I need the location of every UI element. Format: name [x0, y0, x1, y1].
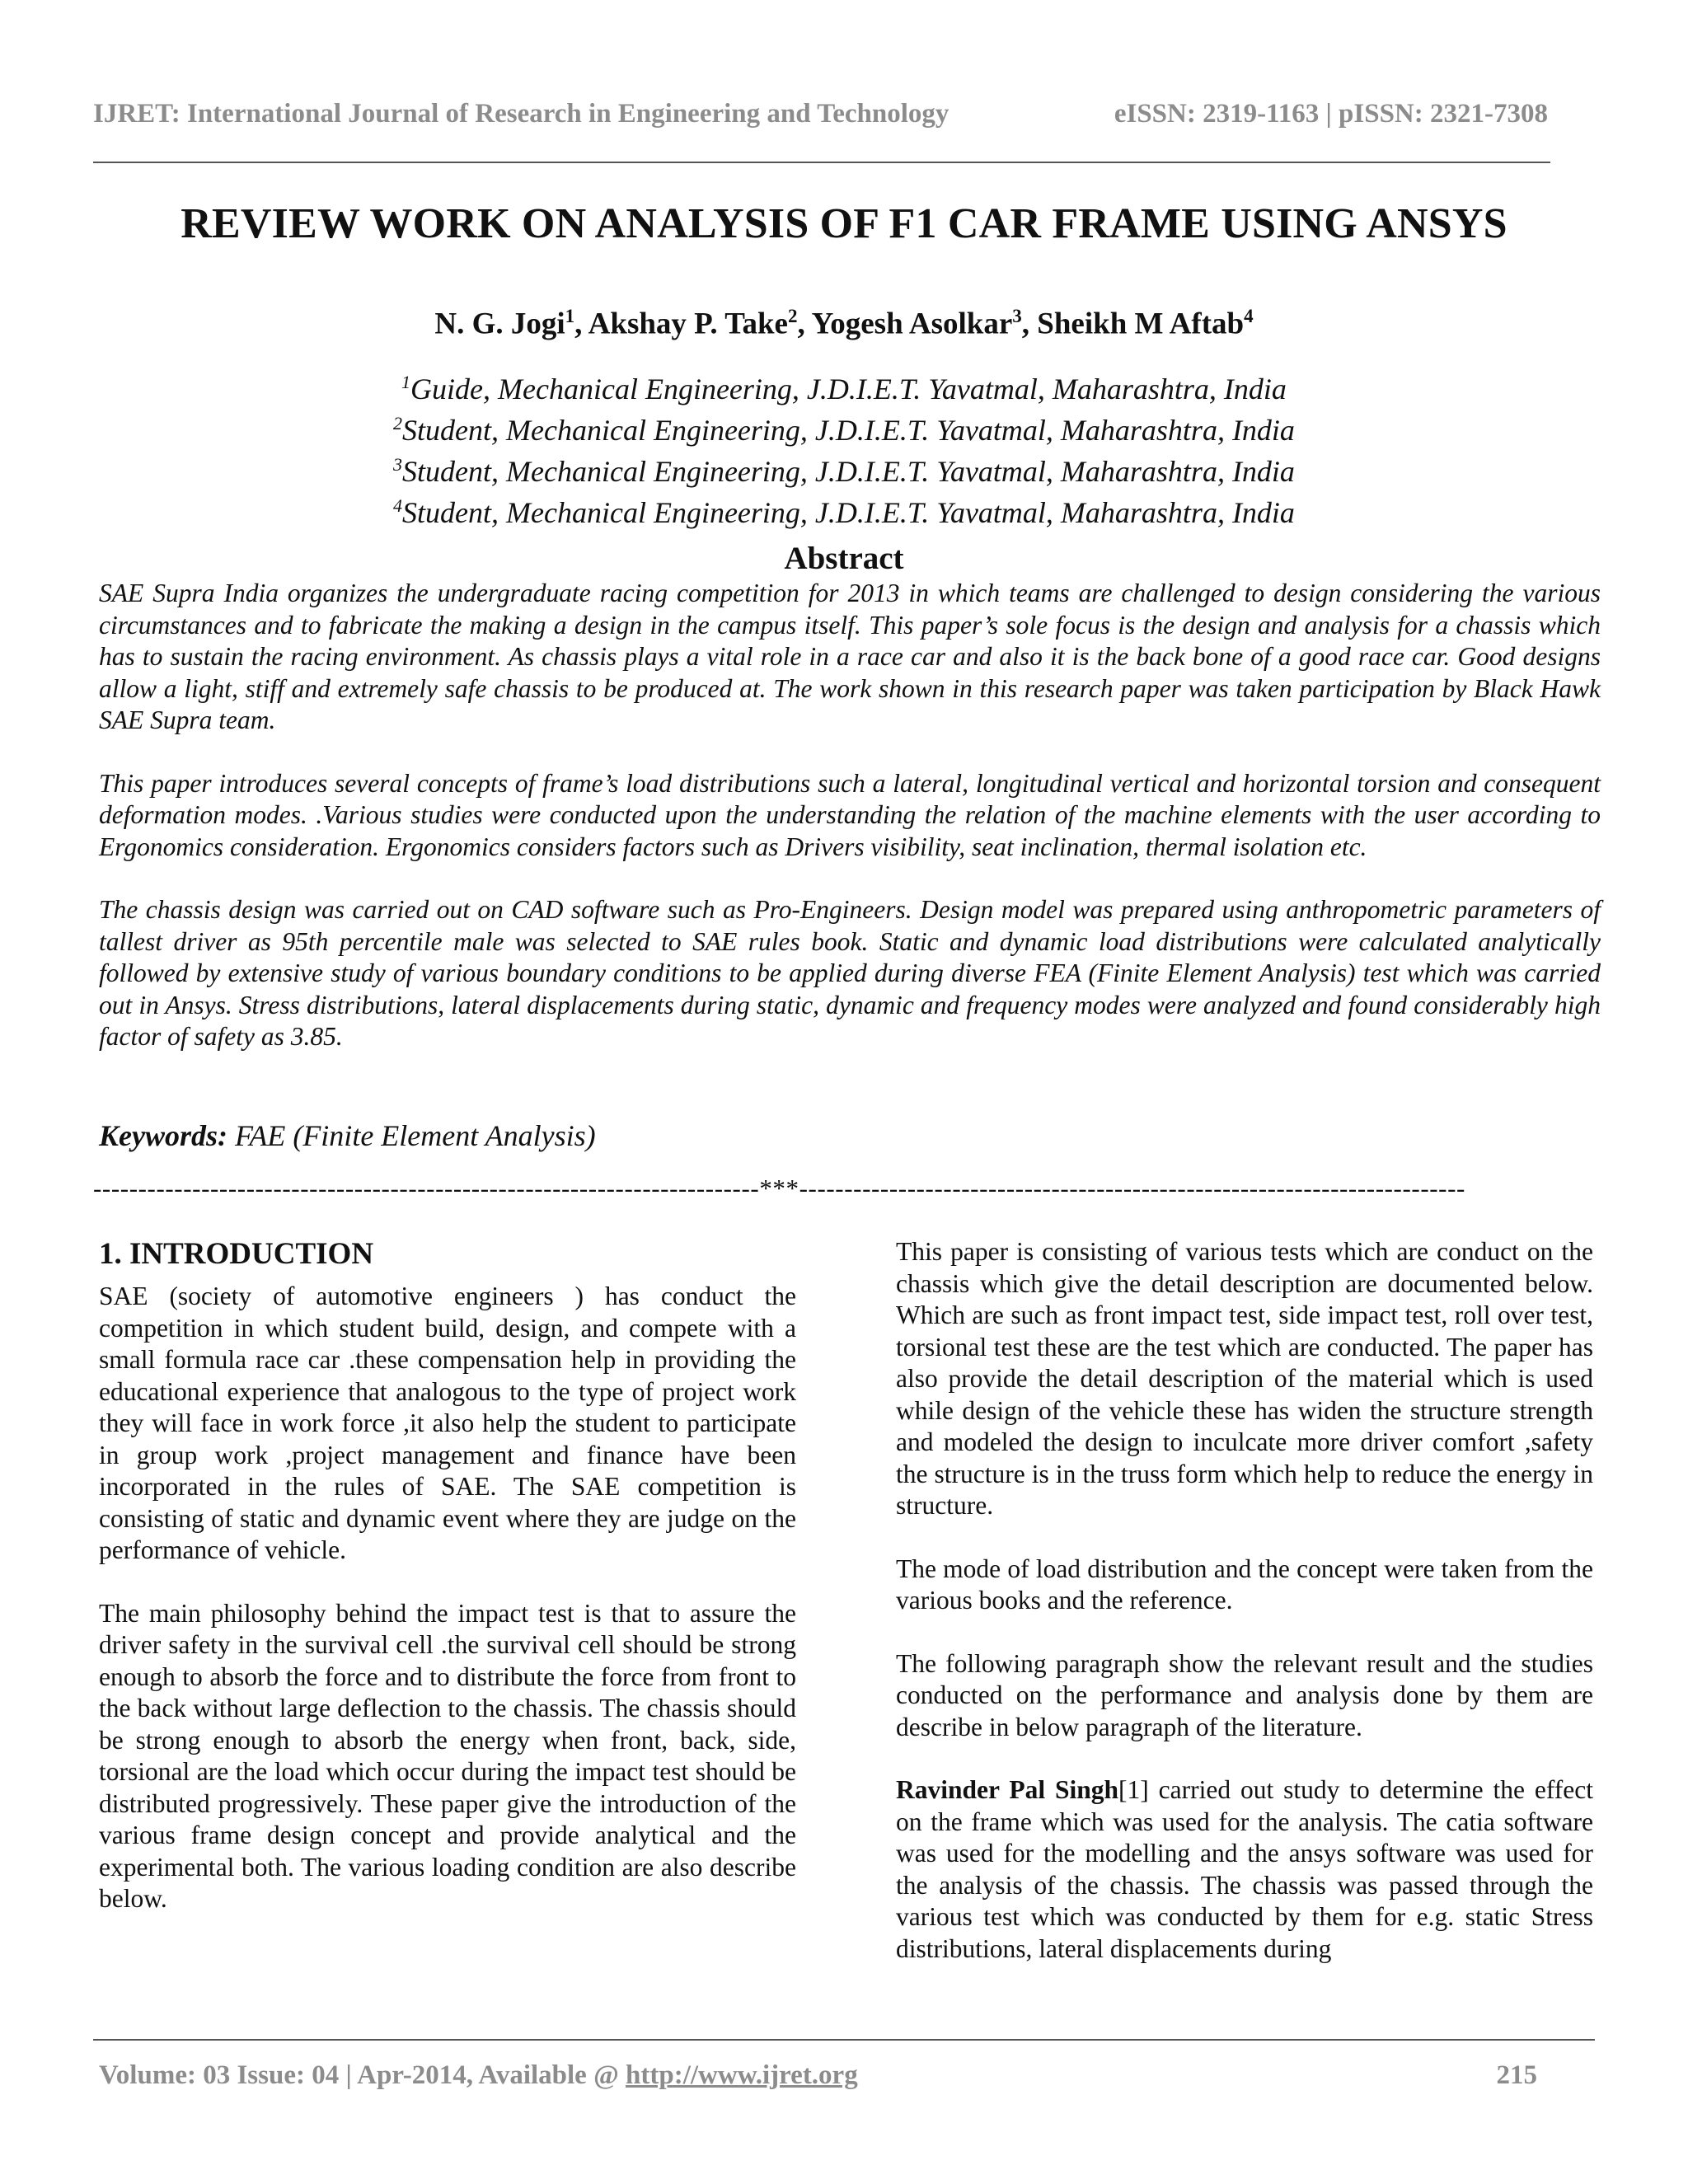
affiliation-mark: 4 [393, 495, 403, 516]
abstract-paragraph: This paper introduces several concepts of frame’s load distributions such a lateral, longitudinal vertical and horizontal torsion and consequent deformation modes. .Various studies were conducted upon the understanding the relation of the machine elements with the user according to Ergonomics consideration. Ergonomics considers factors such as Drivers visibility, seat inclination, thermal isolation etc. [99, 768, 1601, 861]
literature-text: carried out study to determine the effect on the frame which was used for the analysis. The catia software was used for the modelling and the ansys software was used for the analysis of the chassis. The chassis was passed through the various test which was conducted by them for e.g. static Stress distributions, lateral displacements during [896, 1775, 1594, 1963]
journal-url-link[interactable]: http://www.ijret.org [626, 2060, 858, 2090]
affiliation-text: Student, Mechanical Engineering, J.D.I.E.T. Yavatmal, Maharashtra, India [402, 455, 1295, 488]
affiliation-list [0, 365, 1688, 530]
keywords-label: Keywords: [99, 1119, 227, 1152]
running-header [93, 99, 1548, 135]
author-separator: , [1021, 307, 1038, 341]
header-rule [93, 162, 1550, 163]
right-column [896, 1236, 1593, 1996]
affiliation-mark: 3 [393, 454, 403, 475]
affiliation [0, 489, 1688, 530]
author-separator: , [574, 307, 588, 341]
body-paragraph: SAE (society of automotive engineers ) has conduct the competition in which student build, design, and compete with a small formula race car .these compensation help in providing the educational experience that analogous to the type of project work they will face in work force ,it also help the student to participate in group work ,project management and finance have been incorporated in the rules of SAE. The SAE competition is consisting of static and dynamic event where they are judge on the performance of vehicle. [99, 1282, 796, 1564]
affiliation-text: Guide, Mechanical Engineering, J.D.I.E.T. Yavatmal, Maharashtra, India [410, 373, 1287, 405]
running-footer [99, 2060, 1537, 2097]
issn-numbers: eISSN: 2319-1163 | pISSN: 2321-7308 [1114, 99, 1548, 129]
section-heading-introduction: 1. INTRODUCTION [99, 1237, 374, 1271]
keywords-text: FAE (Finite Element Analysis) [227, 1119, 596, 1152]
affiliation-text: Student, Mechanical Engineering, J.D.I.E.T. Yavatmal, Maharashtra, India [402, 496, 1295, 529]
author-name: N. G. Jogi [434, 307, 565, 341]
abstract-paragraph: SAE Supra India organizes the undergraduate racing competition for 2013 in which teams are challenged to design considering the various circumstances and to fabricate the making a design in the campus itself. This paper’s sole focus is the design and analysis for a chassis which has to sustain the racing environment. As chassis plays a vital role in a race car and also it is the back bone of a good race car. Good designs allow a light, stiff and extremely safe chassis to be produced at. The work shown in this research paper was taken participation by Black Hawk SAE Supra team. [99, 579, 1601, 734]
keywords-line [99, 1118, 1601, 1153]
body-paragraph: The main philosophy behind the impact test is that to assure the driver safety in the survival cell .the survival cell should be strong enough to absorb the force and to distribute the force from front to the back without large deflection to the chassis. The chassis should be strong enough to absorb the energy when front, back, side, torsional are the load which occur during the impact test should be distributed progressively. These paper give the introduction of the various frame design concept and provide analytical and the experimental both. The various loading condition are also describe below. [99, 1598, 796, 1913]
footer-rule [93, 2039, 1595, 2041]
paper-title: REVIEW WORK ON ANALYSIS OF F1 CAR FRAME USING ANSYS [181, 200, 1507, 247]
author-name: Sheikh M Aftab [1037, 307, 1245, 341]
page-number: 215 [1496, 2060, 1537, 2090]
citation-marker: [1] [1118, 1775, 1149, 1804]
author-affil-mark: 4 [1244, 306, 1254, 326]
abstract-heading: Abstract [784, 541, 904, 576]
body-paragraph: This paper is consisting of various tests which are conduct on the chassis which give the detail description are documented below. Which are such as front impact test, side impact test, roll over test, torsional test these are the test which are conducted. The paper has also provide the detail description of the material which is used while design of the vehicle these has widen the structure strength and modeled the design to inculcate more driver comfort ,safety the structure is in the truss form which help to reduce the energy in structure. [896, 1237, 1593, 1520]
abstract-paragraph: The chassis design was carried out on CAD software such as Pro-Engineers. Design model was prepared using anthropometric parameters of tallest driver as 95th percentile male was selected to SAE rules book. Static and dynamic load distributions were calculated analytically followed by extensive study of various boundary conditions to be applied during diverse FEA (Finite Element Analysis) test which was carried out in Ansys. Stress distributions, lateral displacements during static, dynamic and frequency modes were analyzed and found considerably high factor of safety as 3.85. [99, 895, 1601, 1051]
body-paragraph: The following paragraph show the relevant result and the studies conducted on the performance and analysis done by them are describe in below paragraph of the literature. [896, 1648, 1593, 1741]
affiliation [0, 448, 1688, 489]
author-affil-mark: 2 [787, 306, 798, 326]
literature-paragraph [896, 1774, 1593, 1965]
author-affil-mark: 3 [1012, 306, 1022, 326]
body-paragraph: The mode of load distribution and the concept were taken from the various books and the reference. [896, 1554, 1593, 1615]
affiliation [0, 406, 1688, 448]
author-list [0, 306, 1688, 341]
left-column [99, 1236, 796, 1947]
affiliation [0, 365, 1688, 406]
author-affil-mark: 1 [565, 306, 575, 326]
author-name: Yogesh Asolkar [811, 307, 1013, 341]
journal-name: IJRET: International Journal of Research in Engineering and Technology [93, 99, 950, 129]
reference-author: Ravinder Pal Singh [896, 1775, 1119, 1804]
affiliation-mark: 1 [401, 372, 411, 392]
author-name: Akshay P. Take [588, 307, 788, 341]
affiliation-text: Student, Mechanical Engineering, J.D.I.E.T. Yavatmal, Maharashtra, India [402, 414, 1295, 447]
author-separator: , [797, 307, 812, 341]
section-separator: --------------------------------------------------------------------------***-------------------------------------------------------------------------- [93, 1174, 1465, 1202]
volume-text: Volume: 03 Issue: 04 | Apr-2014, Available @ [99, 2060, 626, 2090]
abstract-body [99, 578, 1601, 1085]
volume-info [99, 2060, 858, 2091]
affiliation-mark: 2 [393, 413, 403, 434]
